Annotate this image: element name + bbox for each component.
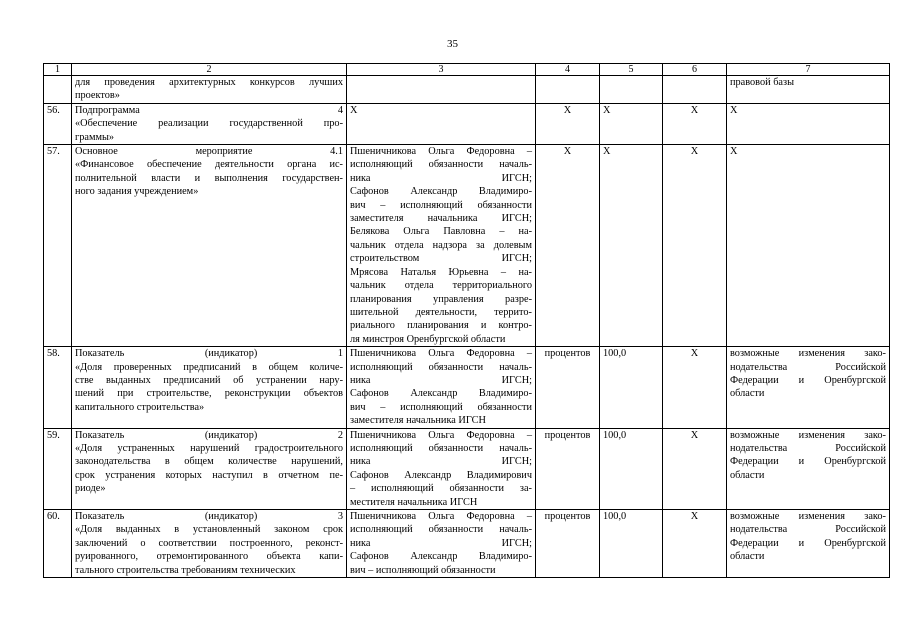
row-number xyxy=(44,76,72,104)
responsible-cell xyxy=(347,510,536,578)
cell-line: нодательства Российской xyxy=(730,524,886,536)
marker-cell xyxy=(663,76,727,104)
note-cell xyxy=(727,76,890,104)
cell-line: Х xyxy=(730,104,738,116)
cell-line: вич – исполняющий обязанности xyxy=(350,199,532,211)
cell-line: исполняющий обязанности началь- xyxy=(350,361,532,373)
responsible-cell xyxy=(347,145,536,347)
unit-cell: процентов xyxy=(536,428,600,509)
cell-line: области xyxy=(730,388,765,400)
row-number: 56. xyxy=(44,103,72,144)
cell-line: ного задания учреждением» xyxy=(75,186,199,198)
column-header: 1 xyxy=(44,64,72,76)
value-cell xyxy=(600,76,663,104)
column-header: 6 xyxy=(663,64,727,76)
cell-line: Показатель (индикатор) 2 xyxy=(75,429,343,441)
cell-line: исполняющий обязанности началь- xyxy=(350,524,532,536)
cell-line: стве выданных предписаний об устранении нару- xyxy=(75,374,343,386)
measure-name-cell xyxy=(72,428,347,509)
cell-line: Подпрограмма 4 xyxy=(75,104,343,116)
cell-line: Показатель (индикатор) 1 xyxy=(75,348,343,360)
marker-cell: Х xyxy=(663,103,727,144)
cell-line: области xyxy=(730,469,765,481)
unit-cell: Х xyxy=(536,145,600,347)
unit-cell: процентов xyxy=(536,510,600,578)
unit-cell: Х xyxy=(536,103,600,144)
marker-cell: Х xyxy=(663,145,727,347)
cell-line: строительством ИГСН; xyxy=(350,253,532,265)
cell-line: Пшеничникова Ольга Федоровна – xyxy=(350,348,532,360)
cell-line: тального строительства требованиям технических xyxy=(75,564,296,576)
measure-name-cell xyxy=(72,347,347,428)
cell-line: Основное мероприятие 4.1 xyxy=(75,146,343,158)
cell-line: законодательства в общем количестве нарушений, xyxy=(75,456,343,468)
table-row xyxy=(44,428,890,509)
cell-line: Сафонов Александр Владимиро- xyxy=(350,186,532,198)
table-row xyxy=(44,510,890,578)
cell-line: Сафонов Александр Владимиро- xyxy=(350,551,532,563)
cell-line: нодательства Российской xyxy=(730,442,886,454)
cell-line: ника ИГСН; xyxy=(350,537,532,549)
cell-line: Федерации и Оренбургской xyxy=(730,374,886,386)
cell-line: полнительной власти и выполнения государствен- xyxy=(75,172,343,184)
responsible-cell xyxy=(347,76,536,104)
note-cell xyxy=(727,347,890,428)
measure-name-cell xyxy=(72,145,347,347)
cell-line: вич – исполняющий обязанности xyxy=(350,401,532,413)
cell-line: Сафонов Александр Владимирович xyxy=(350,469,532,481)
table-row xyxy=(44,145,890,347)
cell-line: вич – исполняющий обязанности xyxy=(350,564,496,576)
cell-line: для проведения архитектурных конкурсов лучших xyxy=(75,77,343,88)
column-header: 5 xyxy=(600,64,663,76)
cell-line: возможные изменения зако- xyxy=(730,348,886,360)
row-number: 59. xyxy=(44,428,72,509)
cell-line: нодательства Российской xyxy=(730,361,886,373)
cell-line: местителя начальника ИГСН xyxy=(350,496,478,508)
measure-name-cell xyxy=(72,76,347,104)
table-row xyxy=(44,76,890,104)
column-number-row xyxy=(44,64,890,76)
row-number: 57. xyxy=(44,145,72,347)
responsible-cell xyxy=(347,428,536,509)
cell-line: Сафонов Александр Владимиро- xyxy=(350,388,532,400)
cell-line: заместителя начальника ИГСН xyxy=(350,415,486,427)
cell-line: – исполняющий обязанности за- xyxy=(350,483,532,495)
cell-line: ля минстроя Оренбургской области xyxy=(350,333,506,345)
cell-line: руированного, отремонтированного объекта капи- xyxy=(75,551,343,563)
value-cell: 100,0 xyxy=(600,510,663,578)
cell-line: Пшеничникова Ольга Федоровна – xyxy=(350,511,532,522)
value-cell: 100,0 xyxy=(600,347,663,428)
value-cell: Х xyxy=(600,103,663,144)
marker-cell: Х xyxy=(663,510,727,578)
row-number: 58. xyxy=(44,347,72,428)
cell-line: «Доля выданных в установленный законом срок xyxy=(75,524,343,536)
cell-line: ника ИГСН; xyxy=(350,374,532,386)
cell-line: риоде» xyxy=(75,483,106,495)
cell-line: исполняющий обязанности началь- xyxy=(350,159,532,171)
cell-line: области xyxy=(730,551,765,563)
note-cell xyxy=(727,103,890,144)
note-cell xyxy=(727,145,890,347)
cell-line: чальник отдела территориального xyxy=(350,280,532,292)
cell-line: Белякова Ольга Павловна – на- xyxy=(350,226,532,238)
cell-line: возможные изменения зако- xyxy=(730,429,886,441)
row-number: 60. xyxy=(44,510,72,578)
column-header: 7 xyxy=(727,64,890,76)
cell-line: «Доля устраненных нарушений градостроительного xyxy=(75,442,343,454)
cell-line: «Доля проверенных предписаний в общем количе- xyxy=(75,361,343,373)
cell-line: ника ИГСН; xyxy=(350,172,532,184)
cell-line: правовой базы xyxy=(730,77,794,88)
column-header: 4 xyxy=(536,64,600,76)
page-number: 35 xyxy=(447,38,458,50)
cell-line: Мрясова Наталья Юрьевна – на- xyxy=(350,266,532,278)
cell-line: заместителя начальника ИГСН; xyxy=(350,213,532,225)
cell-line: Х xyxy=(730,146,738,158)
cell-line: «Обеспечение реализации государственной про- xyxy=(75,118,343,130)
cell-line: планирования управления разре- xyxy=(350,293,532,305)
cell-line: возможные изменения зако- xyxy=(730,511,886,522)
cell-line: срок устранения которых наступил в отчетном пе- xyxy=(75,469,343,481)
responsible-cell xyxy=(347,347,536,428)
cell-line: шений при строительстве, реконструкции объектов xyxy=(75,388,343,400)
responsible-cell xyxy=(347,103,536,144)
cell-line: капитального строительства» xyxy=(75,401,205,413)
column-header: 3 xyxy=(347,64,536,76)
unit-cell: процентов xyxy=(536,347,600,428)
cell-line: ника ИГСН; xyxy=(350,456,532,468)
measure-name-cell xyxy=(72,510,347,578)
cell-line: риального планирования и контро- xyxy=(350,320,532,332)
value-cell: 100,0 xyxy=(600,428,663,509)
cell-line: проектов» xyxy=(75,90,120,102)
cell-line: чальник отдела надзора за долевым xyxy=(350,239,532,251)
cell-line: Федерации и Оренбургской xyxy=(730,456,886,468)
plan-table xyxy=(43,63,890,578)
value-cell: Х xyxy=(600,145,663,347)
cell-line: шительной деятельности, террито- xyxy=(350,306,532,318)
column-header: 2 xyxy=(72,64,347,76)
cell-line: исполняющий обязанности началь- xyxy=(350,442,532,454)
marker-cell: Х xyxy=(663,428,727,509)
cell-line: Пшеничникова Ольга Федоровна – xyxy=(350,429,532,441)
note-cell xyxy=(727,428,890,509)
cell-line: «Финансовое обеспечение деятельности органа ис- xyxy=(75,159,343,171)
cell-line: Показатель (индикатор) 3 xyxy=(75,511,343,522)
cell-line: заключений о соответствии построенного, реконст- xyxy=(75,537,343,549)
note-cell xyxy=(727,510,890,578)
cell-line: Федерации и Оренбургской xyxy=(730,537,886,549)
table-row xyxy=(44,347,890,428)
measure-name-cell xyxy=(72,103,347,144)
cell-line: граммы» xyxy=(75,131,115,143)
table-row xyxy=(44,103,890,144)
cell-line: Х xyxy=(350,104,358,116)
cell-line: Пшеничникова Ольга Федоровна – xyxy=(350,146,532,158)
marker-cell: Х xyxy=(663,347,727,428)
unit-cell xyxy=(536,76,600,104)
